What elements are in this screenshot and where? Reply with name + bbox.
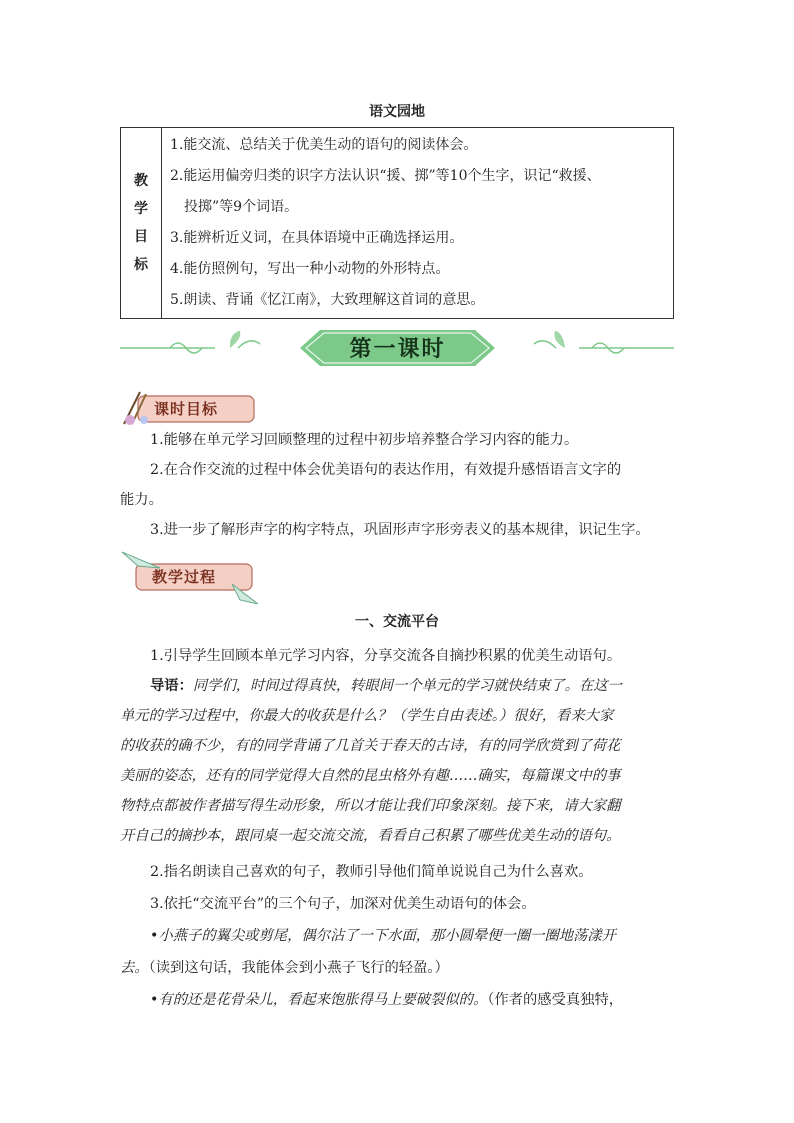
lesson-goal-1: 1.能够在单元学习回顾整理的过程中初步培养整合学习内容的能力。 [150, 432, 579, 448]
step-3: 3.依托“交流平台”的三个句子，加深对优美生动语句的体会。 [150, 896, 536, 912]
lesson-goal-2-continued: 能力。 [120, 492, 163, 508]
goal-item: 3.能辨析近义词，在具体语境中正确选择运用。 [170, 230, 464, 246]
example-2 [120, 985, 676, 1015]
section-title: 一、交流平台 [355, 614, 439, 630]
lesson-goal-3: 3.进一步了解形声字的构字特点，巩固形声字形旁表义的基本规律，识记生字。 [150, 522, 650, 538]
guide-line-2: 单元的学习过程中，你最大的收获是什么？（学生自由表述。）很好，看来大家 [120, 708, 614, 724]
example-1-continued [120, 953, 676, 983]
banner-title: 第一课时 [349, 336, 446, 362]
guide-text: 同学们，时间过得真快，转眼间一个单元的学习就快结束了。在这一 [192, 678, 622, 694]
teaching-goals-table [120, 127, 674, 319]
guide-line-6: 开自己的摘抄本，跟同桌一起交流交流，看看自己积累了哪些优美生动的语句。 [120, 828, 621, 844]
example-2-note: （作者的感受真独特， [487, 992, 624, 1008]
guide-line-3: 的收获的确不少，有的同学背诵了几首关于春天的古诗，有的同学欣赏到了荷花 [120, 738, 621, 754]
step-2: 2.指名朗读自己喜欢的句子，教师引导他们简单说说自己为什么喜欢。 [150, 864, 593, 880]
goal-item-continued: 投掷”等9个词语。 [184, 199, 299, 215]
badge-label: 课时目标 [154, 400, 219, 418]
teaching-goals-heading [121, 128, 162, 319]
lesson-banner [120, 326, 674, 370]
goal-item: 2.能运用偏旁归类的识字方法认识“援、掷”等10个生字，识记“救援、 [170, 168, 601, 184]
guide-line-5: 物特点都被作者描写得生动形象，所以才能让我们印象深刻。接下来，请大家翻 [120, 798, 621, 814]
goal-item: 5.朗读、背诵《忆江南》，大致理解这首词的意思。 [170, 292, 485, 308]
goal-item: 1.能交流、总结关于优美生动的语句的阅读体会。 [170, 137, 478, 153]
teaching-process-badge [120, 548, 260, 604]
document-title: 语文园地 [369, 104, 425, 120]
heading-char: 标 [134, 257, 148, 273]
example-1-quote: •小燕子的翼尖或剪尾，偶尔沾了一下水面，那小圆晕便一圈一圈地荡漾开 [150, 928, 616, 944]
teaching-goals-list [162, 128, 674, 319]
example-1-cont: 去。 [120, 960, 149, 976]
heading-char: 教 [134, 173, 148, 189]
goal-item: 4.能仿照例句，写出一种小动物的外形特点。 [170, 261, 450, 277]
step-1: 1.引导学生回顾本单元学习内容，分享交流各自摘抄积累的优美生动语句。 [150, 648, 622, 664]
guide-line-1 [120, 671, 676, 701]
example-2-quote: •有的还是花骨朵儿，看起来饱胀得马上要破裂似的。 [150, 992, 488, 1008]
heading-char: 学 [134, 201, 148, 217]
lesson-goals-badge [120, 390, 260, 426]
badge-label: 教学过程 [152, 568, 217, 586]
lesson-goal-2: 2.在合作交流的过程中体会优美语句的表达作用，有效提升感悟语言文字的 [150, 462, 622, 478]
guide-label: 导语： [150, 678, 193, 694]
example-1-note: （读到这句话，我能体会到小燕子飞行的轻盈。） [148, 960, 449, 976]
heading-char: 目 [134, 229, 148, 245]
guide-line-4: 美丽的姿态，还有的同学觉得大自然的昆虫格外有趣……确实，每篇课文中的事 [120, 768, 621, 784]
